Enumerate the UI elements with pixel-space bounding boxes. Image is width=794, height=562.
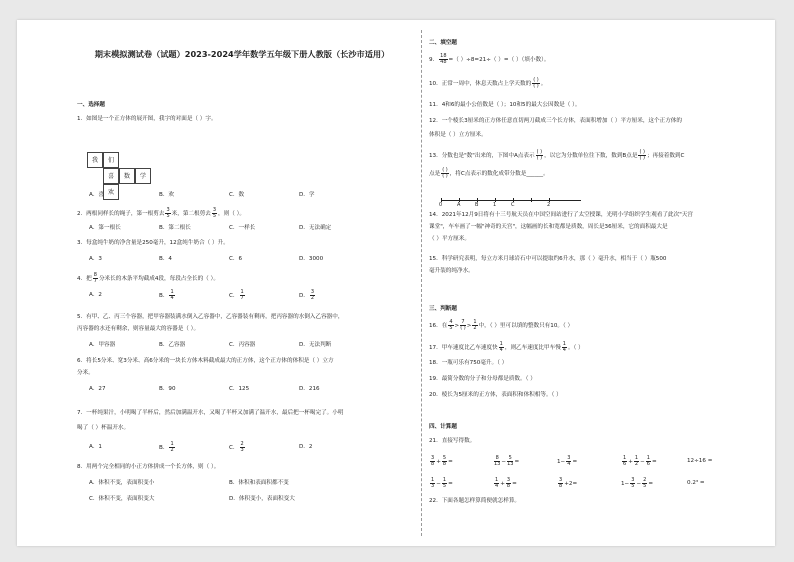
frac-den: 6 [646, 461, 650, 467]
frac [430, 478, 435, 489]
q2-f2-den: 5 [212, 213, 217, 219]
q10-text [429, 78, 546, 89]
frac-num: 3 [567, 455, 571, 461]
frac-num: 3 [310, 289, 315, 295]
q6-line2: 分米。 [77, 370, 94, 376]
frac-den: 5 [449, 325, 453, 331]
frac-den: 3 [431, 483, 435, 489]
frac-den: ( ) [460, 325, 466, 331]
frac-num: 1 [646, 455, 650, 461]
frac-num: 1 [495, 477, 499, 483]
q4-f-num: 8 [93, 272, 97, 278]
calc-item: $\frac{3}{8}$ +2= [559, 477, 578, 489]
q8-opt-b: B．体积和表面积都不变 [229, 480, 289, 486]
frac-num: 2 [240, 441, 244, 447]
frac-num: 1 [170, 289, 174, 295]
frac [506, 478, 511, 489]
nl-label-1: 1 [493, 202, 497, 208]
q2-opt-b: B．第二根长 [159, 225, 191, 231]
q17-fraction-1 [499, 342, 504, 353]
calc-eq: = [514, 459, 520, 465]
frac-num: 18 [440, 53, 447, 59]
frac [558, 478, 563, 489]
frac-den: 48 [440, 59, 447, 65]
nl-label-2: 2 [547, 202, 551, 208]
q4-opt-c-fraction [240, 290, 245, 301]
q5-opt-d: D．无法判断 [299, 342, 332, 348]
frac-num: 3 [431, 455, 435, 461]
frac-den: 8 [431, 461, 435, 467]
frac-den: ( ) [442, 173, 448, 179]
frac-num: 1 [170, 441, 174, 447]
frac-den: 2 [473, 325, 477, 331]
q17-part-b: ，则乙车速度比甲车慢 [504, 345, 561, 351]
frac [494, 456, 500, 467]
frac-num: 3 [631, 477, 635, 483]
q19-text: 19．最简分数的分子和分母都是质数。（ ） [429, 376, 536, 382]
q8-opt-c: C．体积不变，表面积变大 [89, 496, 155, 502]
q5-opt-a: A．甲容器 [89, 342, 116, 348]
q15-line1: 15．科学研究表明，每立方米月球岩石中可以提取约6升水，那（ ）毫升水，相当于（ ）瓶500 [429, 256, 667, 262]
calc-item: $\frac{1}{3}$ − $\frac{1}{5}$ = [431, 477, 453, 489]
frac-num: 2 [643, 477, 647, 483]
q6-line1: 6．将长5分米、宽3分米、高6分米的一块长方体木料截成最大的正方体，这个正方体的体积是（ ）立方 [77, 358, 334, 364]
frac-den: 4 [170, 295, 174, 301]
q1-opt-d: D．学 [299, 192, 315, 198]
frac [566, 456, 571, 467]
q14-line1: 14．2021年12月9日将有十三号航天员在中国空间站进行了太空授课，光明小学组织学生观看了此次"天宫 [429, 212, 693, 218]
q2-f2-num: 3 [212, 207, 217, 213]
nl-label-c: C [511, 202, 515, 208]
calc-item: $\frac{1}{4}$ + $\frac{3}{8}$ = [495, 477, 517, 489]
frac-den: 4 [562, 347, 566, 353]
calc-item: 0.2³ = [687, 480, 705, 486]
frac [630, 478, 635, 489]
q8-text: 8．用两个完全相同的小正方体拼成一个长方体，则（ ）。 [77, 464, 220, 470]
calc-item: 12÷16 = [687, 458, 713, 464]
q4-opt-b-fraction [169, 290, 174, 301]
frac-den: 8 [559, 483, 563, 489]
frac-num: 4 [449, 319, 453, 325]
q4-part-b: 分米长的木条平均截成4段，每段占全长的（ ）。 [98, 276, 219, 282]
frac-den: ( ) [533, 83, 539, 89]
section-judge: 三、判断题 [429, 306, 457, 312]
q2-part-a: 2．两根同样长的绳子，第一根剪去 [77, 211, 165, 217]
q21-text: 21．直接写得数。 [429, 438, 476, 444]
q2-part-b: 米，第二根剪去 [171, 211, 211, 217]
q3-opt-b: B．4 [159, 256, 172, 262]
q13-part-c: ；再接着数到C [646, 153, 685, 159]
frac [507, 456, 513, 467]
frac [642, 478, 647, 489]
frac-den: 4 [567, 461, 571, 467]
q16-text: 16．在 $\frac{4}{5}$ > $\frac{7}{( )}$ > $\frac{1}{2}$ 中，（ ）里可以填的整数只有10。（ ） [429, 319, 574, 331]
frac-den: 6 [623, 461, 627, 467]
q7-opt-c-label: C． [229, 445, 239, 451]
calc-eq: = [448, 481, 453, 487]
q16-fraction-3 [472, 320, 477, 331]
q2-fraction-1 [165, 208, 170, 219]
q7-opt-c-fraction [240, 442, 245, 453]
section-fill: 二、填空题 [429, 40, 457, 46]
q6-opt-b: B．90 [159, 386, 176, 392]
q10-fraction [532, 78, 540, 89]
q6-opt-d: D．216 [299, 386, 320, 392]
frac-den: 5 [643, 483, 647, 489]
q8-opt-d: D．体积变小，表面积变大 [229, 496, 295, 502]
q9-part-b: =（ ）÷8=21÷（ ）=（ ）（填小数）。 [448, 57, 550, 63]
q13-part-d: 点是 [429, 171, 441, 177]
q13-part-a: 13．分数也是"数"出来的，下图中A点表示 [429, 153, 535, 159]
q5-opt-b: B．乙容器 [159, 342, 186, 348]
q7-line1: 7．一杯纯果汁，小明喝了半杯后，然后加满温开水，又喝了半杯又加满了温开水，最后把一杯喝完了。小明 [77, 410, 344, 416]
frac-den: 8 [442, 461, 447, 467]
q1-text: 1．如图是一个正方体的展开图，我字的对面是（ ）字。 [77, 116, 217, 122]
q9-fraction [439, 54, 447, 65]
q10-part-a: 10．正常一周中，休息天数占上学天数的 [429, 81, 532, 87]
q13-line2 [429, 168, 549, 179]
q4-opt-d [299, 290, 316, 301]
q7-line2: 喝了（ ）杯温开水。 [77, 425, 130, 431]
q3-opt-a: A．3 [89, 256, 102, 262]
frac-num: 1 [473, 319, 477, 325]
q4-text [77, 273, 219, 284]
q5-line2: 丙容器的水还有剩余，则容量最大的容器是（ ）。 [77, 326, 200, 332]
frac-den: 2 [634, 461, 639, 467]
q2-opt-a: A．第一根长 [89, 225, 121, 231]
frac [634, 456, 639, 467]
q4-opt-a: A．2 [89, 292, 102, 298]
q4-part-a: 4．把 [77, 276, 92, 282]
net-cell: 学 [135, 168, 151, 184]
worksheet-page [17, 20, 775, 546]
number-line-axis [441, 200, 581, 201]
calc-eq: = [648, 481, 653, 487]
nl-label-b: B [475, 202, 479, 208]
section-choice: 一、选择题 [77, 102, 105, 108]
calc-eq: = [572, 481, 578, 487]
q4-opt-c [229, 290, 246, 301]
net-cell: 我 [87, 152, 103, 168]
number-line [441, 196, 581, 206]
frac-num: ( ) [533, 77, 539, 83]
q14-line2: 课堂"，车车画了一幅"神奇的天宫"，这幅画的长和宽都是质数，周长是36厘米，它的面积最大是 [429, 224, 668, 230]
frac-den: 5 [442, 483, 447, 489]
frac [646, 456, 651, 467]
q2-f1-num: 3 [166, 207, 170, 213]
q6-opt-a: A．27 [89, 386, 106, 392]
q22-text: 22．下面各题怎样算简便就怎样算。 [429, 498, 521, 504]
frac [494, 478, 499, 489]
q5-opt-c: C．丙容器 [229, 342, 256, 348]
q17-part-a: 17．甲车速度比乙车速度快 [429, 345, 498, 351]
frac-num: 1 [634, 455, 639, 461]
frac [622, 456, 627, 467]
frac-den: ( ) [639, 155, 645, 161]
q7-opt-c [229, 442, 246, 453]
q7-opt-a: A．1 [89, 444, 102, 450]
frac-den: 2 [170, 447, 174, 453]
frac-num: 3 [559, 477, 563, 483]
page-title: 期末模拟测试卷（试题）2023-2024学年数学五年级下册人教版（长沙市适用） [94, 49, 390, 59]
frac-num: 3 [506, 477, 511, 483]
frac-num: 1 [623, 455, 627, 461]
q12-line1: 12．一个棱长3厘米的正方体任意直切两刀截成三个长方体，表面积增加（ ）平方厘米，这个正方体的 [429, 118, 682, 124]
q16-fraction-2 [460, 320, 466, 331]
calc-item: $\frac{3}{8}$ + $\frac{5}{8}$ = [431, 455, 453, 467]
calc-item: $\frac{8}{13}$ − $\frac{5}{13}$ = [494, 455, 520, 467]
q10-part-b: 。 [540, 81, 547, 87]
net-cell: 欢 [103, 184, 119, 200]
q17-part-c: 。（ ） [567, 345, 584, 351]
frac [430, 456, 435, 467]
q1-opt-a: A．喜 [89, 192, 105, 198]
frac-num: 1 [442, 477, 447, 483]
frac-num: 1 [562, 341, 566, 347]
calc-eq: = [448, 459, 453, 465]
frac-den: 5 [631, 483, 635, 489]
column-divider [421, 30, 422, 536]
q13-fraction-c [441, 168, 449, 179]
calc-item: $\frac{1}{6}$ + $\frac{1}{2}$ − $\frac{1}{6}$ = [623, 455, 657, 467]
q7-opt-b [159, 442, 176, 453]
frac-den: 13 [494, 461, 501, 467]
frac-den: 4 [499, 347, 503, 353]
q12-line2: 体积是（ ）立方厘米。 [429, 132, 487, 138]
q2-part-c: ，则（ ）。 [218, 211, 245, 217]
frac-den: 13 [507, 461, 514, 467]
q15-line2: 毫升装的纯净水。 [429, 268, 474, 274]
frac-num: 7 [461, 319, 465, 325]
q2-f1-den: 5 [166, 213, 170, 219]
q3-text: 3．每盒纯牛奶的净含量是250毫升，12盒纯牛奶合（ ）升。 [77, 240, 229, 246]
q1-opt-b: B．欢 [159, 192, 175, 198]
nl-label-a: A [457, 202, 461, 208]
frac-num: 1 [431, 477, 435, 483]
calc-eq: = [651, 459, 657, 465]
net-cell: 喜 [103, 168, 119, 184]
frac [442, 478, 447, 489]
frac-num: 5 [508, 455, 512, 461]
q2-fraction-2 [212, 208, 217, 219]
frac-num: ( ) [639, 149, 645, 155]
q9-part-a: 9． [429, 57, 439, 63]
frac-den: 4 [495, 483, 499, 489]
frac-num: 1 [499, 341, 503, 347]
q4-f-den: 7 [93, 278, 97, 284]
frac-den: 3 [240, 447, 244, 453]
frac-den: 8 [506, 483, 511, 489]
q20-text: 20．棱长为5厘米的正方体，表面积和体积相等。（ ） [429, 392, 562, 398]
frac-num: ( ) [442, 167, 448, 173]
net-cell: 数 [119, 168, 135, 184]
q1-opt-c: C．数 [229, 192, 245, 198]
q7-opt-b-label: B． [159, 445, 169, 451]
calc-eq: = [512, 481, 517, 487]
q18-text: 18．一瓶可乐有750毫升。（ ） [429, 360, 508, 366]
q16-fraction-1 [448, 320, 453, 331]
q14-line3: （ ）平方厘米。 [429, 236, 470, 242]
calc-item: 1− $\frac{3}{5}$ − $\frac{2}{5}$ = [621, 477, 653, 489]
q4-opt-d-label: D． [299, 293, 309, 299]
frac-den: ( ) [536, 155, 543, 161]
q2-opt-c: C．一样长 [229, 225, 256, 231]
q3-opt-c: C．6 [229, 256, 243, 262]
q11-text: 11．4和6的最小公倍数是（ ）；10和5的最大公因数是（ ）。 [429, 102, 581, 108]
q9-text [429, 54, 550, 65]
q13-part-b: ，以它为分数单位往下数，数到B点是 [544, 153, 638, 159]
q13-line1 [429, 150, 684, 161]
frac-num: 1 [240, 289, 244, 295]
q7-opt-b-fraction [169, 442, 174, 453]
calc-item: 1− $\frac{3}{4}$ = [557, 455, 578, 467]
q4-opt-b-label: B． [159, 293, 169, 299]
q4-fraction [93, 273, 98, 284]
q2-text [77, 208, 245, 219]
q4-opt-d-fraction [310, 290, 315, 301]
frac-num: ( ) [536, 149, 543, 155]
q7-opt-d: D．2 [299, 444, 313, 450]
q13-fraction-b [638, 150, 646, 161]
frac-num: 8 [495, 455, 499, 461]
q5-line1: 5．有甲、乙、丙三个容器，把甲容器装满水倒入乙容器中，乙容器装有剩再，把丙容器的水倒入乙容器中， [77, 314, 344, 320]
q16-part-b: 中，（ ）里可以填的整数只有10。（ ） [478, 323, 574, 329]
q6-opt-c: C．125 [229, 386, 250, 392]
q13-part-e: ，将C点表示的数化成带分数是______。 [449, 171, 549, 177]
q4-opt-c-label: C． [229, 293, 239, 299]
q16-part-a: 16．在 [429, 323, 448, 329]
q8-opt-a: A．体积不变，表面积变小 [89, 480, 155, 486]
tick [531, 198, 532, 202]
q17-text [429, 342, 584, 353]
frac-num: 5 [442, 455, 447, 461]
q4-opt-b [159, 290, 176, 301]
q2-opt-d: D．无法确定 [299, 225, 332, 231]
frac [442, 456, 447, 467]
nl-label-0: 0 [439, 202, 443, 208]
q17-fraction-2 [562, 342, 567, 353]
net-cell: 们 [103, 152, 119, 168]
frac-den: 7 [240, 295, 244, 301]
q13-fraction-a [536, 150, 544, 161]
calc-eq: = [572, 459, 578, 465]
frac-den: 2 [310, 295, 315, 301]
section-calc: 四、计算题 [429, 424, 457, 430]
q3-opt-d: D．3000 [299, 256, 324, 262]
